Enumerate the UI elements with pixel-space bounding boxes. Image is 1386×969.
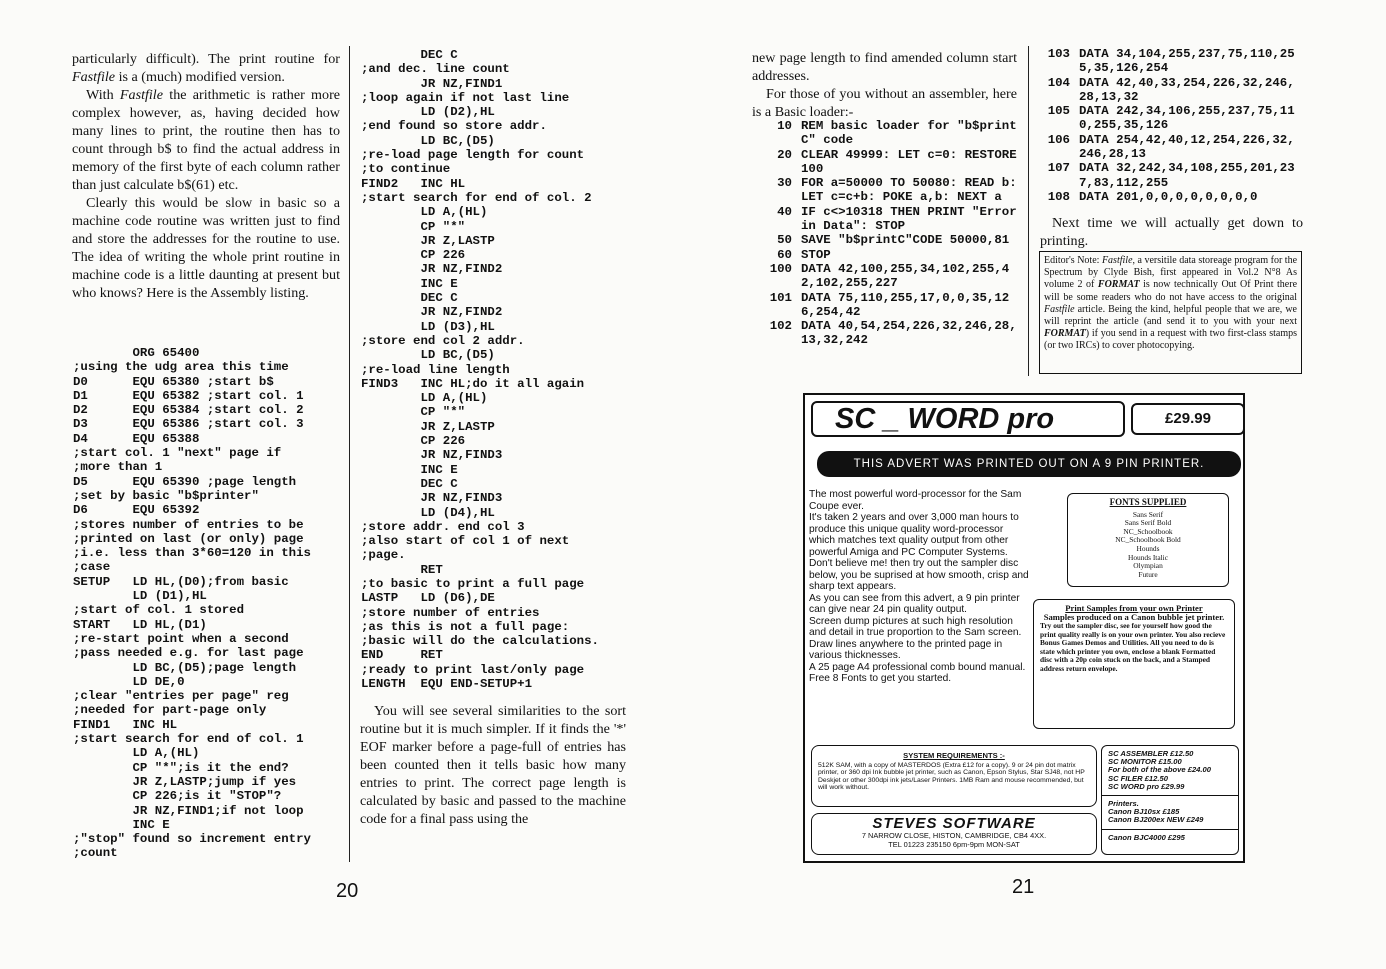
basic-line	[754, 319, 1017, 348]
line-number: 105	[1047, 104, 1070, 119]
company-name: STEVES SOFTWARE	[872, 815, 1036, 832]
page-number: 20	[336, 880, 359, 902]
advert-price: £29.99	[1131, 403, 1245, 435]
basic-line	[754, 262, 1017, 291]
description-line: Don't believe me! then try out the sampler disc below, you be suprised at how smooth, crisp and sharp text appears.	[809, 558, 1029, 592]
paragraph: For those of you without an assembler, here is a Basic loader:-	[752, 86, 1017, 120]
basic-line	[1032, 76, 1295, 105]
basic-loader-col1	[754, 119, 1025, 348]
font-name: Olympian	[1133, 561, 1163, 571]
line-code: DATA 254,42,40,12,254,226,32,246,28,13	[1079, 132, 1295, 162]
line-number: 10	[777, 119, 792, 133]
font-name: NC_Schoolbook Bold	[1115, 535, 1181, 545]
font-name: Hounds	[1136, 543, 1160, 553]
line-code: DATA 242,34,106,255,237,75,110,255,35,126	[1079, 104, 1295, 133]
description-line: It's taken 2 years and over 3,000 man hours to produce this unique quality word-processor which matches text quality output from other powerful Amiga and PC Computer Systems.	[809, 512, 1019, 558]
description-line: As you can see from this advert, a 9 pin printer can give near 24 pin quality output.	[809, 592, 1020, 615]
paragraph: Clearly this would be slow in basic so a machine code routine was written just to find and store the addresses for the routine to use. The idea of writing the whole print routine in machine code is a little daunting at present but who knows? Here is the Assembly listing.	[72, 195, 340, 301]
line-number: 108	[1047, 189, 1070, 204]
line-number: 106	[1047, 132, 1070, 147]
divider	[1102, 829, 1238, 830]
printer-prices-extra	[1108, 834, 1232, 842]
price-item: Canon BJ200ex NEW £249	[1108, 815, 1204, 825]
line-number: 50	[777, 233, 792, 248]
basic-loader-col2	[1032, 47, 1295, 204]
paragraph: particularly difficult). The print routine for Fastfile is a (much) modified version.	[72, 51, 340, 85]
price-item: SC ASSEMBLER £12.50	[1108, 749, 1194, 758]
font-name: Sans Serif	[1132, 509, 1164, 519]
line-number: 40	[777, 204, 792, 219]
divider	[1102, 795, 1238, 796]
right-page	[688, 0, 1386, 969]
loader-intro-text	[752, 49, 1017, 121]
basic-line	[1032, 161, 1295, 190]
samples-subheading: Samples produced on a Canon bubble jet printer.	[1043, 612, 1225, 622]
price-item: For both of the above £24.00	[1108, 765, 1211, 775]
font-name: NC_Schoolbook	[1123, 526, 1173, 536]
line-number: 60	[777, 247, 792, 262]
company-address: 7 NARROW CLOSE, HISTON, CAMBRIDGE, CB4 4XX.	[861, 831, 1047, 840]
article-continued-text	[360, 702, 626, 828]
line-code: DATA 40,54,254,226,32,246,28,13,32,242	[801, 319, 1017, 348]
basic-line	[754, 204, 1025, 234]
line-code: DATA 201,0,0,0,0,0,0,0,0	[1079, 189, 1258, 204]
font-name: Sans Serif Bold	[1124, 518, 1172, 528]
samples-heading: Print Samples from your own Printer	[1065, 603, 1203, 613]
line-code: DATA 42,100,255,34,102,255,42,102,255,227	[801, 261, 1010, 291]
advert-banner: THIS ADVERT WAS PRINTED OUT ON A 9 PIN PRINTER.	[817, 451, 1241, 477]
advert-description	[809, 489, 1031, 685]
column-divider	[1028, 46, 1029, 376]
company-phone: TEL 01223 235150 6pm-9pm MON-SAT	[888, 839, 1020, 849]
description-line: A 25 page A4 professional comb bound manual.	[809, 661, 1026, 673]
price-item: SC FILER £12.50	[1108, 773, 1168, 783]
column-divider	[349, 46, 350, 862]
font-name: Hounds Italic	[1127, 552, 1169, 562]
assembly-listing-col1: ORG 65400 ;using the udg area this time D0 EQU 65380 ;start b$ D1 EQU 65382 ;start col. 1 D2 EQU 65384 ;start col. 2 D3 EQU 65386 ;start col. 3 D4 EQU 65388 ;start col. 1 "next" page if ;more than 1 D5 EQU 65390 ;page length ;set by basic "b$printer" D6 EQU 65392 ;stores number of entries to be ;printed on last (or only) page ;i.e. less than 3*60=120 in this ;case SETUP LD HL,(D0);from basic LD (D1),HL ;start of col. 1 stored START LD HL,(D1) ;re-start point when a second ;pass needed e.g. for last page LD BC,(D5);page length LD DE,0 ;clear "entries per page" reg ;needed for part-page only FIND1 INC HL ;start search for end of col. 1 LD A,(HL) CP "*";is it the end? JR Z,LASTP;jump if yes CP 226;is it "STOP"? JR NZ,FIND1;if not loop INC E ;"stop" found so increment entry ;count	[73, 346, 311, 861]
paragraph: new page length to find amended column start addresses.	[752, 50, 1017, 84]
sys-body: 512K SAM, with a copy of MASTERDOS (Extra £12 for a copy). 9 or 24 pin dot matrix printer, or 360 dpi Ink bubble jet printer, such as Canon, Epson Stylus, Star SJ48, not HP Deskjet or other 300dpi ink jets/Laser Printers. 1MB Ram and mouse recommended, but will work without.	[818, 761, 1085, 792]
basic-line	[754, 291, 1017, 320]
line-code: DATA 34,104,255,237,75,110,255,35,126,254	[1079, 47, 1295, 76]
line-number: 103	[1047, 47, 1070, 61]
fonts-list	[1068, 511, 1228, 580]
basic-line	[754, 233, 1017, 247]
basic-line	[754, 147, 1025, 177]
fonts-supplied-box	[1067, 493, 1229, 587]
basic-line	[1032, 133, 1295, 162]
line-code: DATA 75,110,255,17,0,0,35,126,254,42	[801, 290, 1010, 319]
basic-line	[754, 176, 1025, 205]
price-item: SC WORD pro £29.99	[1108, 781, 1185, 791]
samples-body: Try out the sampler disc, see for yourself how good the print quality really is on your own printer. You also recieve Bonus Games Demos and Utilities. All you need to do is state which printer you own, enclose a blank Formatted disc with a 20p coin stuck on the back, and a Stamped address return envelope.	[1040, 621, 1226, 673]
line-code: STOP	[801, 247, 831, 262]
print-samples-box	[1033, 599, 1235, 729]
fonts-heading: FONTS SUPPLIED	[1109, 497, 1187, 507]
printer-prices	[1108, 800, 1232, 825]
sys-heading: SYSTEM REQUIREMENTS :-	[903, 751, 1005, 760]
description-line: The most powerful word-processor for the Sam Coupe ever.	[809, 489, 1022, 512]
paragraph: With Fastfile the arithmetic is rather more complex however, as, having decided how many lines to print, the routine then has to count through b$ to find the actual address in memory of the first byte of each column rather than just calculate b$(61) etc.	[72, 87, 341, 193]
company-box	[811, 813, 1097, 855]
line-number: 30	[777, 176, 792, 191]
assembly-listing-col2: DEC C ;and dec. line count JR NZ,FIND1 ;loop again if not last line LD (D2),HL ;end found so store addr. LD BC,(D5) ;re-load page length for count ;to continue FIND2 INC HL ;start search for end of col. 2 LD A,(HL) CP "*" JR Z,LASTP CP 226 JR NZ,FIND2 INC E DEC C JR NZ,FIND2 LD (D3),HL ;store end col 2 addr. LD BC,(D5) ;re-load line length FIND3 INC HL;do it all again LD A,(HL) CP "*" JR Z,LASTP CP 226 JR NZ,FIND3 INC E DEC C JR NZ,FIND3 LD (D4),HL ;store addr. end col 3 ;also start of col 1 of next ;page. RET ;to basic to print a full page LASTP LD (D6),DE ;store number of entries ;as this is not a full page: ;basic will do the calculations. END RET ;ready to print last/only page LENGTH EQU END-SETUP+1	[361, 48, 599, 692]
description-line: Draw lines anywhere to the printed page in various thicknesses.	[809, 638, 1003, 661]
font-name: Future	[1138, 569, 1158, 579]
line-code: DATA 32,242,34,108,255,201,237,83,112,255	[1079, 161, 1295, 190]
line-code: DATA 42,40,33,254,226,32,246,28,13,32	[1079, 75, 1295, 104]
price-item: Canon BJC4000 £295	[1108, 832, 1185, 842]
line-code: FOR a=50000 TO 50080: READ b: LET c=c+b: POKE a,b: NEXT a	[801, 176, 1025, 205]
page-number: 21	[1012, 876, 1035, 898]
article-intro-text	[72, 50, 340, 302]
line-code: CLEAR 49999: LET c=0: RESTORE 100	[801, 147, 1025, 176]
line-code: SAVE "b$printC"CODE 50000,81	[801, 233, 1010, 248]
basic-line	[1032, 47, 1295, 76]
price-item: Printers.	[1108, 799, 1139, 809]
left-page	[0, 0, 688, 969]
basic-line	[1032, 104, 1295, 133]
price-item: SC MONITOR £15.00	[1108, 757, 1182, 767]
sc-word-pro-advert	[803, 393, 1245, 863]
editors-note-box: Editor's Note: Fastfile, a versitile data storeage program for the Spectrum by Clyde Bish, first appeared in Vol.2 N°8 As volume 2 of FORMAT is now technically Out Of Print there will be some readers who do not have access to the original Fastfile article. Being the kind, helpful people that we are, we will reprint the article (and send it to you with your next FORMAT) if you send in a request with two first-class stamps (or two IRCs) to cover photocopying.	[1039, 251, 1302, 374]
basic-line	[754, 248, 1017, 262]
software-prices	[1108, 750, 1232, 791]
line-number: 20	[777, 147, 792, 162]
line-code: IF c<>10318 THEN PRINT "Error in Data": STOP	[801, 204, 1025, 234]
basic-line	[754, 119, 1017, 148]
line-number: 102	[769, 319, 792, 334]
system-requirements-box	[811, 745, 1097, 807]
line-number: 107	[1047, 161, 1070, 176]
description-line: Screen dump pictures at such high resolution and detail in true proportion to the Sam screen.	[809, 615, 1022, 638]
description-line: Free 8 Fonts to get you started.	[809, 673, 952, 684]
price-list-box	[1101, 745, 1239, 855]
basic-line	[1032, 190, 1295, 204]
price-item: Canon BJ10sx £185	[1108, 807, 1180, 817]
paragraph: You will see several similarities to the sort routine but it is much simpler. If it finds the '*' EOF marker before a page-full of entries has been counted then it tells basic how many entries to print. The correct page length is calculated by basic and passed to the machine code for a final pass using the	[360, 703, 626, 827]
next-time-text: Next time we will actually get down to printing.	[1040, 215, 1303, 249]
line-number: 100	[769, 261, 792, 276]
advert-title: SC _ WORD pro	[811, 401, 1125, 437]
line-number: 104	[1047, 75, 1070, 90]
line-number: 101	[769, 290, 792, 305]
line-code: REM basic loader for "b$printC" code	[801, 119, 1017, 148]
